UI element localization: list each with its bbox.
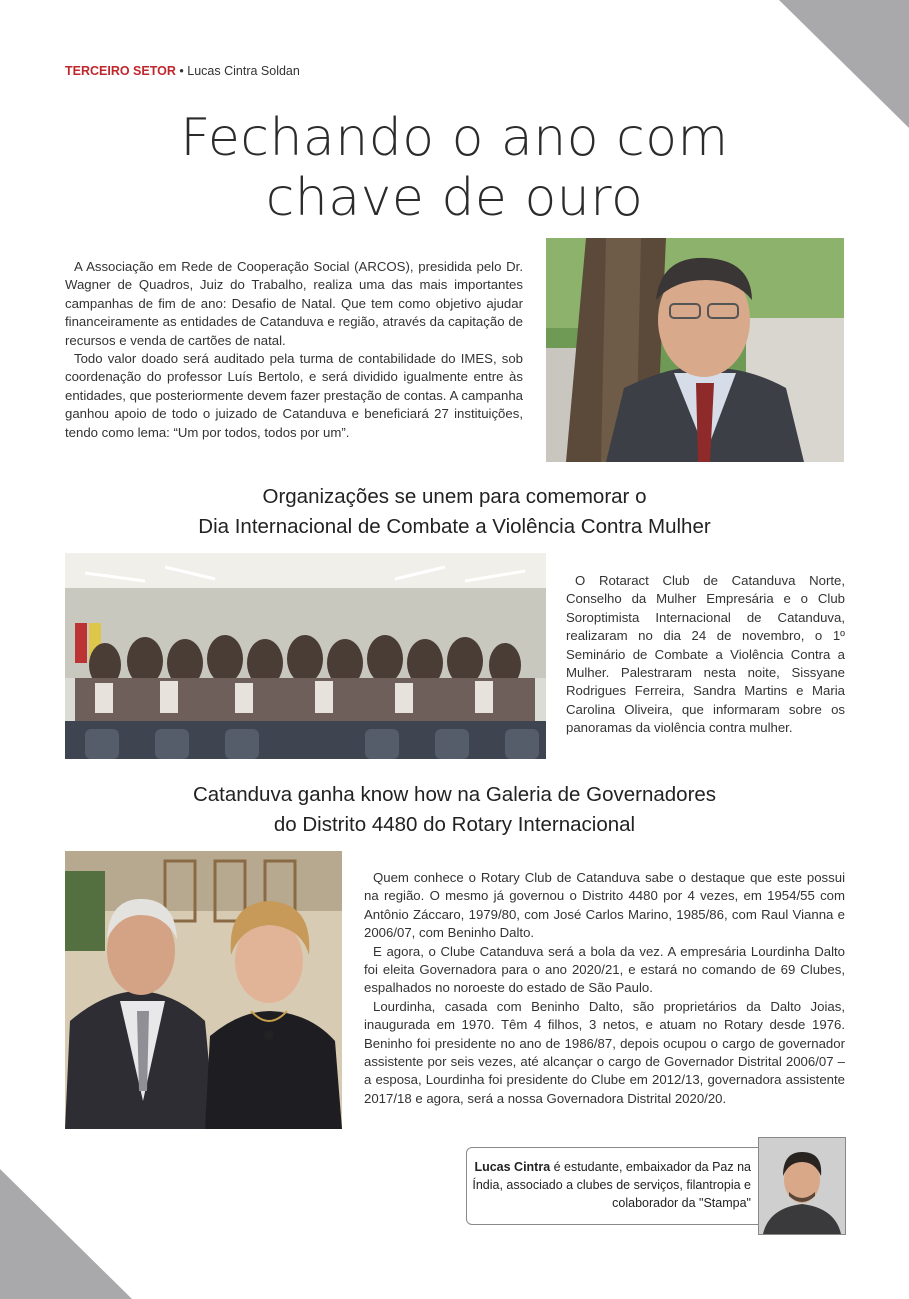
author-avatar-illustration [759, 1138, 845, 1234]
article-paragraph: Quem conhece o Rotary Club de Catanduva sabe o destaque que este possui na região. O mesmo já governou o Distrito 4480 por 4 vezes, em 1954/55 com Antônio Záccaro, 1979/80, com José Carlos Marino, 1985/86, com Raul Vianna e 2006/07, com Beninho Dalto. [364, 870, 845, 941]
author-name: Lucas Cintra Soldan [187, 64, 300, 78]
heading-line-1: Catanduva ganha know how na Galeria de Governadores [192, 783, 717, 806]
section-header [65, 64, 300, 78]
article-2-heading [0, 482, 909, 542]
article-paragraph: A Associação em Rede de Cooperação Social (ARCOS), presidida pelo Dr. Wagner de Quadros, Juiz do Trabalho, realiza uma das mais importantes campanhas de fim de ano: Desafio de Natal. Que tem como objetivo ajudar financeiramente as entidades de Catanduva e região, através da capitação de recursos e venda de cartões de natal. [65, 259, 523, 348]
seminar-group-illustration [65, 553, 546, 759]
heading-line-2: Dia Internacional de Combate a Violência Contra Mulher [198, 515, 711, 538]
author-bio-name: Lucas Cintra [474, 1160, 551, 1174]
couple-portrait-illustration [65, 851, 342, 1129]
heading-line-1: Organizações se unem para comemorar o [262, 485, 647, 508]
title-line-1: Fechando o ano com [180, 108, 729, 168]
article-seminar [566, 572, 845, 738]
corner-decoration-bottom-left [0, 1169, 132, 1299]
header-separator: • [179, 64, 184, 78]
article-paragraph: E agora, o Clube Catanduva será a bola da vez. A empresária Lourdinha Dalto foi eleita Governadora para o ano 2020/21, e estará no comando de 69 Clubes, espalhados no noroeste do estado de São Paulo. [364, 943, 845, 996]
article-3-heading [0, 780, 909, 840]
author-photo [758, 1137, 846, 1235]
article-paragraph: Todo valor doado será auditado pela turma de contabilidade do IMES, sob coordenação do professor Luís Bertolo, e será dividido igualmente entre às entidades, que posteriormente devem fazer prestação de contas. A campanha ganhou apoio de todo o juizado de Catanduva e beneficiará 27 instituições, tendo como lema: “Um por todos, todos por um”. [65, 351, 523, 440]
article-arcos [65, 258, 523, 442]
page-title [0, 108, 909, 228]
heading-line-2: do Distrito 4480 do Rotary Internacional [273, 813, 636, 836]
article-paragraph: O Rotaract Club de Catanduva Norte, Conselho da Mulher Empresária e o Club Soroptimista Internacional de Catanduva, realizaram no dia 24 de novembro, o 1º Seminário de Combate a Violência Contra a Mulher. Palestraram nesta noite, Sissyane Rodrigues Ferreira, Sandra Martins e Maria Carolina Oliveira, que informaram sobre os panoramas da violência contra mulher. [566, 573, 845, 736]
judge-portrait-illustration [546, 238, 844, 462]
photo-dalto-couple [65, 851, 342, 1129]
author-bio-box [466, 1147, 768, 1225]
photo-seminar-group [65, 553, 546, 759]
author-bio-description: é estudante, embaixador da Paz na Índia, associado a clubes de serviços, filantropia e colaborador da "Stampa" [472, 1160, 751, 1210]
section-tag: TERCEIRO SETOR [65, 64, 176, 78]
photo-judge-portrait [546, 238, 844, 462]
author-bio-text [471, 1158, 751, 1212]
article-paragraph: Lourdinha, casada com Beninho Dalto, são proprietários da Dalto Joias, inaugurada em 1970. Têm 4 filhos, 3 netos, e atuam no Rotary desde 1976. Beninho foi presidente no ano de 1986/87, depois ocupou o cargo de governador assistente por seis vezes, até alcançar o cargo de Governador Distrital 2006/07 – a esposa, Lourdinha foi presidente do Clube em 2012/13, governadora assistente 2017/18 e agora, será a nossa Governadora Distrital 2020/20. [364, 998, 845, 1106]
article-rotary [364, 869, 845, 1108]
title-line-2: chave de ouro [265, 168, 644, 228]
